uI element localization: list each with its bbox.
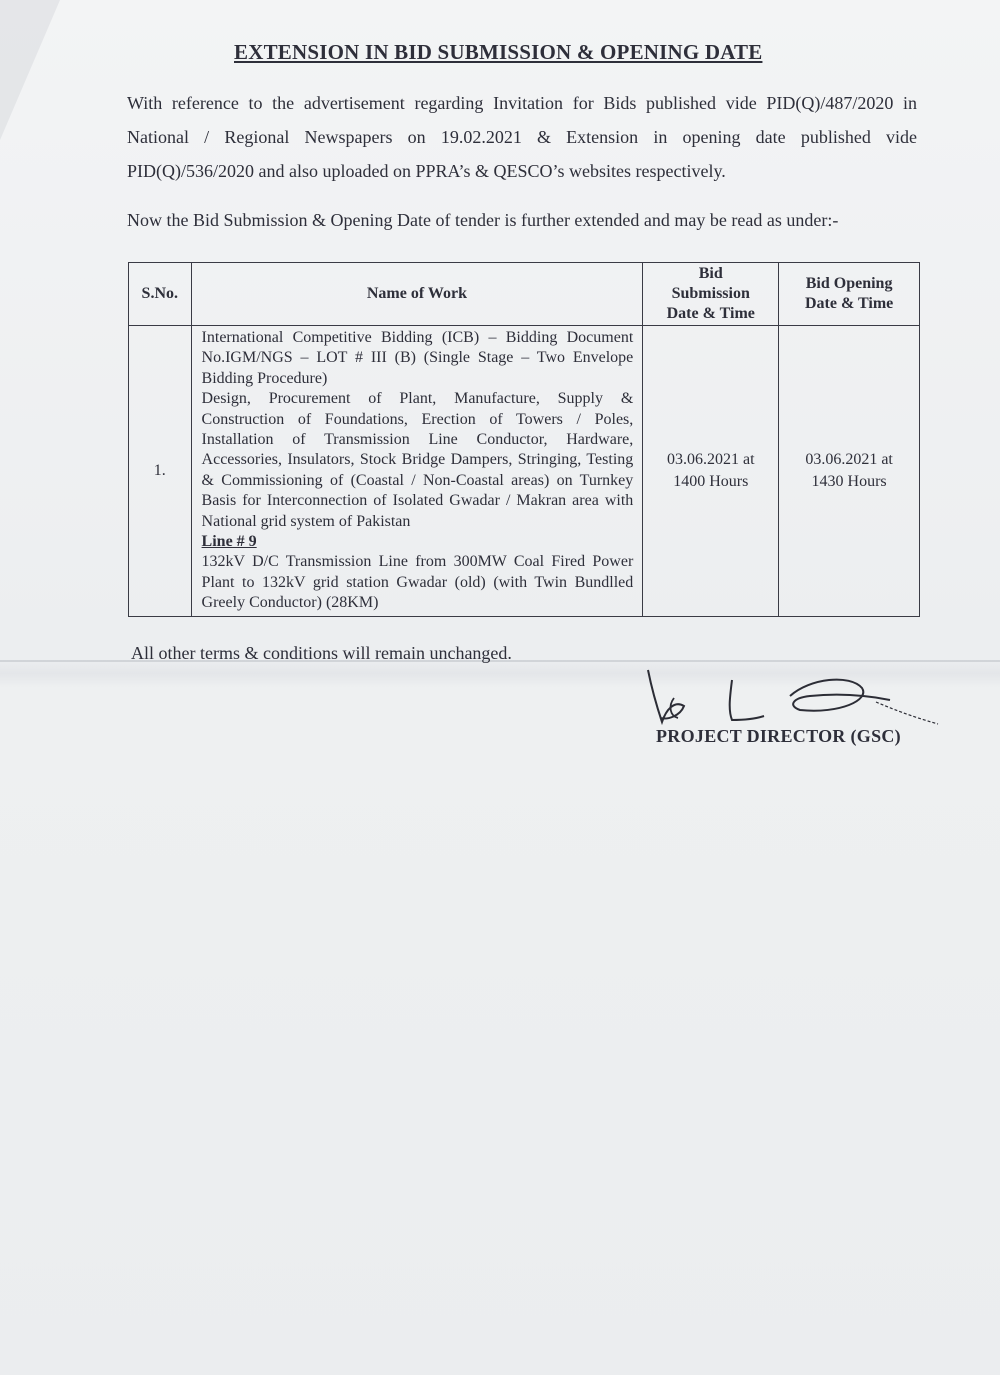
row-opening-datetime [779,326,920,617]
intro-paragraph: With reference to the advertisement regarding Invitation for Bids published vide PID(Q)/487/2020 in National / Regional Newspapers on 19.02.2021 & Extension in opening date published vide PID(Q)/536/2020 and also uploaded on PPRA’s & QESCO’s websites respectively. [127,93,917,181]
header-submission-line2: Submission [671,285,750,302]
work-bidding-reference: International Competitive Bidding (ICB) – Bidding Document No.IGM/NGS – LOT # III (B) (Single Stage – Two Envelope Bidding Procedure) [201,329,634,387]
row-name-of-work [191,326,643,617]
table-header-row [129,263,920,326]
header-opening-line1: Bid Opening [805,275,893,292]
signatory-title: PROJECT DIRECTOR (GSC) [656,726,901,746]
extension-statement: Now the Bid Submission & Opening Date of tender is further extended and may be read as under:- [127,210,839,230]
row-sno: 1. [129,326,192,617]
work-line-label: Line # 9 [201,533,257,551]
folded-corner [0,0,60,140]
document-title: EXTENSION IN BID SUBMISSION & OPENING DATE [234,40,763,64]
opening-time: 1430 Hours [811,472,887,490]
header-submission-line1: Bid [698,265,723,282]
submission-date: 03.06.2021 at [666,450,755,468]
header-opening-line2: Date & Time [804,295,894,312]
header-name-of-work: Name of Work [191,263,643,326]
opening-date: 03.06.2021 at [805,450,893,468]
submission-time: 1400 Hours [673,472,749,490]
work-line-description: 132kV D/C Transmission Line from 300MW Coal Fired Power Plant to 132kV grid station Gwadar (old) (with Twin Bundlled Greely Conductor) (28KM) [201,553,634,612]
bid-schedule-table [128,262,920,617]
closing-note: All other terms & conditions will remain unchanged. [131,643,512,663]
work-scope: Design, Procurement of Plant, Manufacture, Supply & Construction of Foundations, Erection of Towers / Poles, Installation of Transmission Line Conductor, Hardware, Accessories, Insulators, Stock Bridge Dampers, Stringing, Testing & Commissioning of (Coastal / Non-Coastal areas) on Turnkey Basis for Interconnection of Isolated Gwadar / Makran area with National grid system of Pakistan [201,390,634,530]
row-submission-datetime [643,326,779,617]
table-row [129,326,920,617]
header-sno: S.No. [129,263,192,326]
header-bid-opening [779,263,920,326]
header-submission-line3: Date & Time [666,305,755,322]
header-bid-submission [643,263,779,326]
